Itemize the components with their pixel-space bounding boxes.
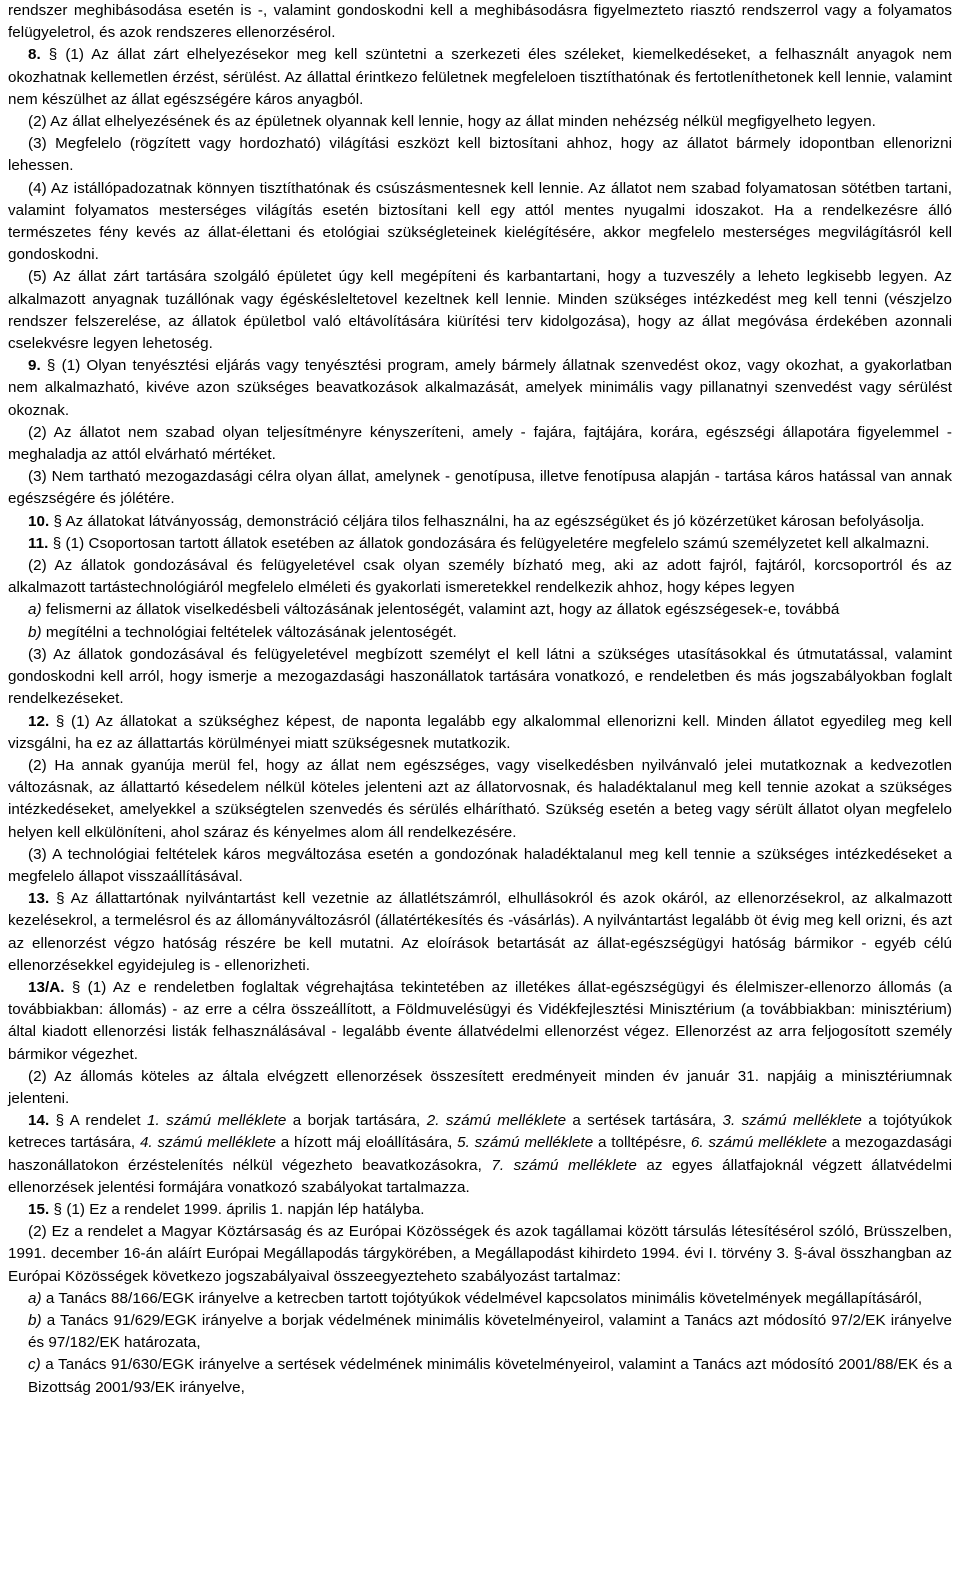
document-paragraph [28, 599, 952, 621]
paragraph-text: Az állattartónak nyilvántartást kell vezetnie az állatlétszámról, elhullásokról és azok okáról, az ellenorzésekrol, az alkalmazott kezelésekrol, a termelésrol és az állományváltozásról (állatértékesítés és -vásárlás). A nyilvántartást legalább öt évig meg kell orizni, és azt az ellenorzést végzo hatóság részére be kell mutatni. Az eloírások betartását az állat-egészségügyi hatóság bármikor - egyéb célú ellenorzésekkel egyidejuleg is - ellenorizheti. [8, 890, 953, 974]
italic-text: a) [28, 1289, 42, 1307]
italic-text: b) [28, 623, 42, 641]
paragraph-text: a hízott máj eloállítására, [276, 1134, 458, 1152]
document-paragraph [8, 888, 952, 977]
section-sign: § [49, 1200, 67, 1218]
paragraph-text: az egyes állatfajoknál végzett állatvédelmi ellenorzések jelentési formájára vonatkozó szabályokat tartalmazza. [8, 1156, 952, 1196]
paragraph-text: (2) Ez a rendelet a Magyar Köztársaság és az Európai Közösségek és azok tagállamai között társulás létesítésérol szóló, Brüsszelben, 1991. december 16-án aláírt Európai Megállapodás tárgykörében, a Megállapodást kihirdeto 1994. évi I. törvény 3. §-ával összhangban az Európai Közösségek következo jogszabályaival összeegyezteheto szabályozást tartalmaz: [8, 1223, 952, 1285]
italic-text: 2. számú melléklete [426, 1112, 567, 1130]
paragraph-text: a Tanács 91/630/EGK irányelve a sertések védelmének minimális követelményeirol, valamint a Tanács azt módosító 2001/88/EK és a Bizottság 2001/93/EK irányelve, [28, 1356, 952, 1396]
document-paragraph [28, 1354, 952, 1398]
document-paragraph [8, 844, 952, 888]
section-number: 11. [28, 534, 49, 552]
document-paragraph [28, 622, 952, 644]
section-sign: § [49, 1112, 70, 1130]
italic-text: 6. számú melléklete [690, 1134, 827, 1152]
paragraph-text: rendszer meghibásodása esetén is -, valamint gondoskodni kell a meghibásodásra figyelmezteto riasztó rendszerrol vagy a folyamatos felügyeletrol, és azok rendszeres ellenorzésérol. [8, 2, 952, 42]
paragraph-text: a tolltépésre, [593, 1134, 691, 1152]
document-paragraph [8, 511, 952, 533]
document-paragraph [8, 0, 952, 44]
italic-text: 1. számú melléklete [147, 1112, 287, 1130]
document-paragraph [8, 355, 952, 422]
paragraph-text: a borjak tartására, [286, 1112, 427, 1130]
document-paragraph [8, 111, 952, 133]
paragraph-text: (1) Az állatokat a szükséghez képest, de naponta legalább egy alkalommal ellenorizni kell. Minden állatot egyedileg meg kell vizsgálni, ha ez az állattartás körülményei miatt szükségesnek mutatkozik. [8, 712, 952, 752]
paragraph-text: (5) Az állat zárt tartására szolgáló épületet úgy kell megépíteni és karbantartani, hogy a tuzveszély a leheto legkisebb legyen. Az alkalmazott anyagnak tuzállónak vagy égéskésleltetovel kezeltnek kell lennie. Minden szükséges intézkedést meg kell tenni (vészjelzo rendszer felszerelése, az állatok épületbol való eltávolítására kiürítési terv kidolgozása), hogy az állat megóvása érdekében azonnali cselekvésre legyen lehetoség. [8, 268, 952, 353]
paragraph-text: A rendelet [69, 1112, 148, 1130]
paragraph-text: (4) Az istállópadozatnak könnyen tisztíthatónak és csúszásmentesnek kell lennie. Az állatot nem szabad folyamatosan sötétben tartani, valamint folyamatos mesterséges világítás esetén biztosítani kell egy attól mentes nyugalmi idoszakot. Ha a rendelkezésre álló természetes fény kevés az állat-élettani és etológiai szükségleteinek kielégítésére, akkor megfelelo mesterséges megvilágításról kell gondoskodni. [8, 179, 952, 264]
paragraph-text: (1) Az állat zárt elhelyezésekor meg kell szüntetni a szerkezeti éles széleket, kiemelkedéseket, a felhasznált anyagok nem okozhatnak kellemetlen érzést, sérülést. Az állattal érintkezo felületnek megfeleloen tisztíthatónak és fertotleníthetonek kell lennie, valamint nem készülhet az állat egészségére káros anyagból. [8, 46, 952, 108]
paragraph-text: Az állatokat látványosság, demonstráció céljára tilos felhasználni, ha az egészségüket és jó közérzetüket károsan befolyásolja. [65, 512, 925, 530]
document-paragraph [8, 466, 952, 510]
section-sign: § [40, 357, 62, 375]
paragraph-text: a Tanács 88/166/EGK irányelve a ketrecben tartott tojótyúkok védelmével kapcsolatos minimális követelmények megállapításáról, [41, 1289, 923, 1307]
document-paragraph [28, 1288, 952, 1310]
document-paragraph [8, 1066, 952, 1110]
section-sign: § [64, 978, 88, 996]
paragraph-text: a Tanács 91/629/EGK irányelve a borjak védelmének minimális követelményeirol, valamint a Tanács azt módosító 97/2/EK irányelve és 97/182/EK határozata, [28, 1311, 952, 1352]
paragraph-text: (2) Az állatok gondozásával és felügyeletével csak olyan személy bízható meg, aki az adott fajról, fajtáról, korcsoportról és az alkalmazott tartástechnológiáról megfelelo elméleti és gyakorlati ismeretekkel rendelkezik ahhoz, hogy képes legyen [8, 557, 952, 597]
paragraph-text: (2) Az állat elhelyezésének és az épületnek olyannak kell lennie, hogy az állat minden nehézség nélkül megfigyelheto legyen. [28, 113, 876, 131]
paragraph-text: megítélni a technológiai feltételek változásának jelentoségét. [41, 623, 457, 641]
italic-text: 7. számú melléklete [491, 1156, 637, 1174]
section-number: 13. [28, 890, 50, 908]
document-paragraph [8, 1199, 952, 1221]
paragraph-text: a sertések tartására, [566, 1112, 723, 1130]
paragraph-text: a mezogazdasági haszonállatokon érzéstelenítés nélkül végezheto beavatkozásokra, [8, 1134, 952, 1174]
section-number: 12. [28, 712, 50, 730]
italic-text: a) [28, 601, 42, 619]
paragraph-text: (3) Megfelelo (rögzített vagy hordozható) világítási eszközt kell biztosítani ahhoz, hogy az állatot bármely idopontban ellenorizni lehessen. [8, 135, 952, 175]
section-number: 14. [28, 1112, 50, 1130]
section-number: 13/A. [28, 978, 65, 996]
document-paragraph [8, 266, 952, 355]
section-number: 8. [28, 46, 41, 64]
paragraph-text: (1) Ez a rendelet 1999. április 1. napján lép hatályba. [66, 1200, 425, 1218]
document-paragraph [28, 1310, 952, 1354]
italic-text: 4. számú melléklete [139, 1134, 277, 1152]
paragraph-text: felismerni az állatok viselkedésbeli változásának jelentoségét, valamint azt, hogy az állatok egészségesek-e, továbbá [41, 601, 840, 619]
section-sign: § [49, 890, 71, 908]
document-paragraph [8, 422, 952, 466]
italic-text: c) [28, 1356, 41, 1374]
document-paragraph [8, 1110, 952, 1199]
paragraph-text: (2) Az állatot nem szabad olyan teljesítményre kényszeríteni, amely - fajára, fajtájára, korára, egészségi állapotára figyelemmel - meghaladja az attól elvárható mértéket. [8, 423, 952, 464]
paragraph-text: (2) Ha annak gyanúja merül fel, hogy az állat nem egészséges, vagy viselkedésben nyilvánvaló jelei mutatkoznak a kedvezotlen változásnak, az állattartó késedelem nélkül köteles jelenteni azt az állatorvosnak, és haladéktalanul meg kell tennie azokat a szükséges intézkedéseket, amelyekkel a szükségtelen szenvedés és sérülés elhárítható. Szükség esetén a beteg vagy sérült állatot olyan megfelelo helyen kell elkülöníteni, ahol száraz és kényelmes alom áll rendelkezésére. [8, 756, 952, 841]
document-paragraph [8, 977, 952, 1066]
section-sign: § [49, 512, 66, 530]
paragraph-text: (2) Az állomás köteles az általa elvégzett ellenorzések összesített eredményeit minden év január 31. napjáig a minisztériumnak jelenteni. [8, 1067, 952, 1107]
section-sign: § [49, 712, 71, 730]
document-paragraph [8, 178, 952, 267]
document-paragraph [8, 555, 952, 599]
document-paragraph [8, 44, 952, 111]
section-sign: § [40, 46, 66, 64]
italic-text: 5. számú melléklete [457, 1134, 594, 1152]
paragraph-text: (1) Az e rendeletben foglaltak végrehajtása tekintetében az illetékes állat-egészségügyi és élelmiszer-ellenorzo állomás (a továbbiakban: állomás) - az erre a célra összeállított, a Földmuvelésügyi és Vidékfejlesztési Minisztérium (a továbbiakban: minisztérium) által kiadott ellenorzési listák felhasználásával - legalább évente állatvédelmi ellenorzést végez. Ellenorzést az arra feljogosított személy bármikor végezhet. [8, 978, 952, 1063]
paragraph-text: (3) A technológiai feltételek káros megváltozása esetén a gondozónak haladéktalanul meg kell tennie a szükséges intézkedéseket a megfelelo állapot visszaállításával. [8, 845, 952, 885]
section-number: 9. [28, 357, 41, 375]
italic-text: b) [28, 1311, 42, 1329]
document-paragraph [8, 533, 952, 555]
paragraph-text: (1) Csoportosan tartott állatok esetében az állatok gondozására és felügyeletére megfelelo számú személyzetet kell alkalmazni. [65, 534, 930, 552]
document-paragraph [8, 644, 952, 711]
section-sign: § [48, 534, 66, 552]
section-number: 10. [28, 512, 50, 530]
paragraph-text: (3) Az állatok gondozásával és felügyeletével megbízott személyt el kell látni a szükséges utasításokkal és útmutatással, valamint gondoskodni kell arról, hogy ismerje a mezogazdasági haszonállatok tartására vonatkozó, e rendeletben és más jogszabályokban foglalt rendelkezéseket. [8, 645, 952, 708]
section-number: 15. [28, 1200, 50, 1218]
document-paragraph [8, 133, 952, 177]
paragraph-text: a tojótyúkok ketreces tartására, [8, 1112, 952, 1152]
italic-text: 3. számú melléklete [722, 1112, 862, 1130]
document-paragraph [8, 711, 952, 755]
paragraph-text: (1) Olyan tenyésztési eljárás vagy tenyésztési program, amely bármely állatnak szenvedést okoz, vagy okozhat, a gyakorlatban nem alkalmazható, kivéve azon szükséges beavatkozások alkalmazását, amelyek minimális vagy pillanatnyi szenvedést vagy sérülést okoznak. [8, 357, 952, 419]
document-paragraph [8, 1221, 952, 1288]
paragraph-text: (3) Nem tartható mezogazdasági célra olyan állat, amelynek - genotípusa, illetve fenotípusa alapján - tartása káros hatással van annak egészségére és jólétére. [8, 468, 952, 508]
document-paragraph [8, 755, 952, 844]
